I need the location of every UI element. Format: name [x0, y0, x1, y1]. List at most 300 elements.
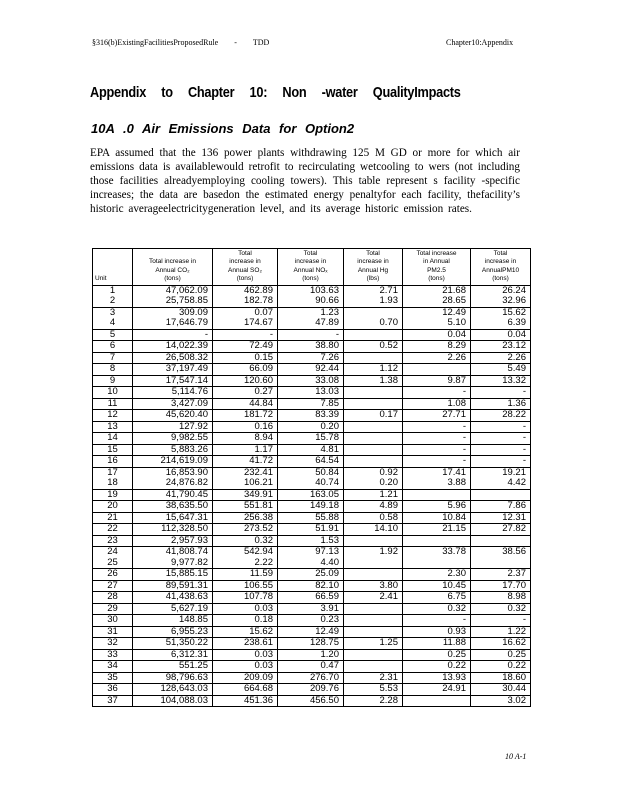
value-cell: 3,427.09 [133, 398, 213, 410]
table-row [93, 364, 531, 376]
value-cell: 1.17 [213, 444, 278, 456]
value-cell: 451.36 [213, 695, 278, 707]
value-cell: 149.18 [278, 501, 344, 513]
value-cell: 13.32 [471, 375, 531, 387]
value-cell [344, 626, 403, 638]
value-cell: 174.67 [213, 318, 278, 329]
value-cell [344, 569, 403, 581]
value-cell: 128.75 [278, 638, 344, 650]
table-row [93, 661, 531, 673]
value-cell: 89,591.31 [133, 580, 213, 592]
value-cell: 15.62 [471, 307, 531, 318]
value-cell: 0.22 [403, 661, 471, 673]
value-cell: 51.91 [278, 524, 344, 536]
value-cell: 98,796.63 [133, 672, 213, 684]
value-cell [344, 558, 403, 569]
value-cell: 0.20 [278, 421, 344, 433]
value-cell: 8.29 [403, 341, 471, 353]
table-row [93, 433, 531, 445]
table-body [93, 285, 531, 707]
value-cell: 5.10 [403, 318, 471, 329]
value-cell [344, 352, 403, 364]
value-cell: 40.74 [278, 478, 344, 489]
value-cell: 148.85 [133, 615, 213, 627]
value-cell: 2.37 [471, 569, 531, 581]
table-row [93, 615, 531, 627]
value-cell: 0.04 [403, 329, 471, 341]
value-cell: 30.44 [471, 684, 531, 696]
value-cell: 28.65 [403, 296, 471, 307]
value-cell: 41,790.45 [133, 489, 213, 501]
value-cell [403, 695, 471, 707]
value-cell: 238.61 [213, 638, 278, 650]
section-heading: 10A .0 Air Emissions Data for Option2 [91, 121, 355, 136]
unit-cell: 6 [93, 341, 133, 353]
value-cell: 14,022.39 [133, 341, 213, 353]
value-cell: 7.26 [278, 352, 344, 364]
unit-cell: 11 [93, 398, 133, 410]
value-cell: 462.89 [213, 285, 278, 296]
value-cell: 28.22 [471, 410, 531, 422]
unit-cell: 33 [93, 649, 133, 661]
value-cell: 664.68 [213, 684, 278, 696]
value-cell: 0.17 [344, 410, 403, 422]
value-cell: 0.23 [278, 615, 344, 627]
value-cell [403, 364, 471, 376]
value-cell: 18.60 [471, 672, 531, 684]
value-cell: 0.15 [213, 352, 278, 364]
value-cell: 0.16 [213, 421, 278, 433]
document-type: TDD [252, 38, 270, 47]
value-cell: 2,957.93 [133, 535, 213, 547]
unit-cell: 35 [93, 672, 133, 684]
value-cell: 0.70 [344, 318, 403, 329]
table-row [93, 684, 531, 696]
table-row [93, 456, 531, 468]
value-cell: 5,883.26 [133, 444, 213, 456]
rule-title: §316(b)ExistingFacilitiesProposedRule [92, 38, 219, 47]
value-cell: 1.22 [471, 626, 531, 638]
value-cell: - [403, 456, 471, 468]
column-header: Total increase in Annual CO₂ (tons) [133, 249, 213, 286]
unit-cell: 5 [93, 329, 133, 341]
header-separator: - [234, 38, 237, 47]
value-cell: 0.32 [471, 603, 531, 615]
table-row [93, 329, 531, 341]
unit-cell: 19 [93, 489, 133, 501]
value-cell: - [471, 433, 531, 445]
value-cell: 24,876.82 [133, 478, 213, 489]
value-cell: 0.58 [344, 512, 403, 524]
value-cell: 273.52 [213, 524, 278, 536]
value-cell: 97.13 [278, 547, 344, 558]
value-cell: 0.32 [213, 535, 278, 547]
value-cell: 551.81 [213, 501, 278, 513]
value-cell: 13.03 [278, 387, 344, 399]
value-cell: 12.49 [278, 626, 344, 638]
value-cell: 15.78 [278, 433, 344, 445]
table-row [93, 410, 531, 422]
value-cell: 0.03 [213, 603, 278, 615]
value-cell: 0.92 [344, 467, 403, 478]
column-header: Total increase in Annual PM2.5 (tons) [403, 249, 471, 286]
value-cell: 9,977.82 [133, 558, 213, 569]
table-row [93, 387, 531, 399]
value-cell: 27.82 [471, 524, 531, 536]
value-cell: 4.89 [344, 501, 403, 513]
value-cell: 0.93 [403, 626, 471, 638]
column-header: Total increase in AnnualPM10 (tons) [471, 249, 531, 286]
value-cell: 66.59 [278, 592, 344, 604]
value-cell: 47,062.09 [133, 285, 213, 296]
value-cell: 21.68 [403, 285, 471, 296]
table-row [93, 695, 531, 707]
table-row [93, 649, 531, 661]
value-cell: 14.10 [344, 524, 403, 536]
value-cell: 2.28 [344, 695, 403, 707]
value-cell: 5,627.19 [133, 603, 213, 615]
value-cell: - [471, 615, 531, 627]
value-cell: 21.15 [403, 524, 471, 536]
column-header: Unit [93, 249, 133, 286]
value-cell: - [471, 421, 531, 433]
value-cell: - [403, 615, 471, 627]
value-cell: 128,643.03 [133, 684, 213, 696]
value-cell: 256.38 [213, 512, 278, 524]
value-cell: 0.32 [403, 603, 471, 615]
value-cell: 8.98 [471, 592, 531, 604]
value-cell: 0.22 [471, 661, 531, 673]
value-cell: 11.88 [403, 638, 471, 650]
value-cell [344, 649, 403, 661]
value-cell: - [403, 421, 471, 433]
value-cell: 24.91 [403, 684, 471, 696]
value-cell: 23.12 [471, 341, 531, 353]
unit-cell: 10 [93, 387, 133, 399]
value-cell: - [471, 387, 531, 399]
table-row [93, 341, 531, 353]
value-cell: 120.60 [213, 375, 278, 387]
value-cell: 6.75 [403, 592, 471, 604]
value-cell [471, 558, 531, 569]
unit-cell: 2 [93, 296, 133, 307]
value-cell [403, 558, 471, 569]
unit-cell: 30 [93, 615, 133, 627]
table-row [93, 638, 531, 650]
value-cell: 15,647.31 [133, 512, 213, 524]
value-cell [344, 661, 403, 673]
value-cell: 3.91 [278, 603, 344, 615]
value-cell: 41,438.63 [133, 592, 213, 604]
table-row [93, 603, 531, 615]
value-cell: 6.39 [471, 318, 531, 329]
value-cell: 3.88 [403, 478, 471, 489]
value-cell: 9.87 [403, 375, 471, 387]
value-cell: 10.45 [403, 580, 471, 592]
value-cell: 7.85 [278, 398, 344, 410]
unit-cell: 12 [93, 410, 133, 422]
table-row [93, 512, 531, 524]
table-row [93, 580, 531, 592]
unit-cell: 21 [93, 512, 133, 524]
value-cell: 16,853.90 [133, 467, 213, 478]
table-header-row [93, 249, 531, 286]
value-cell: 15.62 [213, 626, 278, 638]
value-cell [471, 489, 531, 501]
value-cell: 181.72 [213, 410, 278, 422]
value-cell: 163.05 [278, 489, 344, 501]
unit-cell: 17 [93, 467, 133, 478]
table-row [93, 524, 531, 536]
unit-cell: 26 [93, 569, 133, 581]
value-cell: - [471, 444, 531, 456]
value-cell [344, 398, 403, 410]
value-cell: 1.38 [344, 375, 403, 387]
value-cell: 209.09 [213, 672, 278, 684]
value-cell: 9,982.55 [133, 433, 213, 445]
value-cell [344, 615, 403, 627]
value-cell: 41,808.74 [133, 547, 213, 558]
table-row [93, 535, 531, 547]
unit-cell: 13 [93, 421, 133, 433]
unit-cell: 34 [93, 661, 133, 673]
value-cell [344, 329, 403, 341]
value-cell: 1.25 [344, 638, 403, 650]
value-cell: 5.53 [344, 684, 403, 696]
value-cell: 12.31 [471, 512, 531, 524]
value-cell: 104,088.03 [133, 695, 213, 707]
value-cell: 103.63 [278, 285, 344, 296]
table-row [93, 558, 531, 569]
value-cell: 232.41 [213, 467, 278, 478]
value-cell [471, 535, 531, 547]
page-number: 10 A-1 [505, 752, 527, 761]
table-row [93, 318, 531, 329]
value-cell: 13.93 [403, 672, 471, 684]
value-cell [344, 456, 403, 468]
table-row [93, 489, 531, 501]
unit-cell: 9 [93, 375, 133, 387]
value-cell: 3.80 [344, 580, 403, 592]
value-cell: 2.26 [403, 352, 471, 364]
value-cell: 19.21 [471, 467, 531, 478]
value-cell: 4.81 [278, 444, 344, 456]
value-cell: 0.20 [344, 478, 403, 489]
value-cell: 1.08 [403, 398, 471, 410]
value-cell: 309.09 [133, 307, 213, 318]
value-cell: 1.92 [344, 547, 403, 558]
value-cell [344, 535, 403, 547]
value-cell: 349.91 [213, 489, 278, 501]
value-cell [344, 421, 403, 433]
value-cell: 2.26 [471, 352, 531, 364]
value-cell: 17.70 [471, 580, 531, 592]
unit-cell: 31 [93, 626, 133, 638]
value-cell: - [471, 456, 531, 468]
value-cell: 16.62 [471, 638, 531, 650]
table-row [93, 444, 531, 456]
value-cell: 6,955.23 [133, 626, 213, 638]
unit-cell: 20 [93, 501, 133, 513]
value-cell: 45,620.40 [133, 410, 213, 422]
value-cell: 1.36 [471, 398, 531, 410]
value-cell: 5,114.76 [133, 387, 213, 399]
unit-cell: 8 [93, 364, 133, 376]
value-cell: 2.22 [213, 558, 278, 569]
value-cell: 15,885.15 [133, 569, 213, 581]
value-cell: 2.41 [344, 592, 403, 604]
unit-cell: 25 [93, 558, 133, 569]
value-cell: 55.88 [278, 512, 344, 524]
value-cell: 2.31 [344, 672, 403, 684]
value-cell: 82.10 [278, 580, 344, 592]
value-cell: 17.41 [403, 467, 471, 478]
value-cell: 1.21 [344, 489, 403, 501]
value-cell: 551.25 [133, 661, 213, 673]
value-cell: 25.09 [278, 569, 344, 581]
value-cell: 542.94 [213, 547, 278, 558]
value-cell: 90.66 [278, 296, 344, 307]
value-cell: 456.50 [278, 695, 344, 707]
value-cell: 1.23 [278, 307, 344, 318]
table-row [93, 547, 531, 558]
table-row [93, 501, 531, 513]
table-row [93, 478, 531, 489]
unit-cell: 1 [93, 285, 133, 296]
value-cell: 2.30 [403, 569, 471, 581]
value-cell: 0.03 [213, 661, 278, 673]
value-cell: - [403, 433, 471, 445]
value-cell: 10.84 [403, 512, 471, 524]
unit-cell: 37 [93, 695, 133, 707]
table-row [93, 592, 531, 604]
value-cell: 107.78 [213, 592, 278, 604]
value-cell: 5.49 [471, 364, 531, 376]
value-cell: 0.04 [471, 329, 531, 341]
value-cell: 47.89 [278, 318, 344, 329]
value-cell: 44.84 [213, 398, 278, 410]
value-cell: 0.52 [344, 341, 403, 353]
value-cell: 33.08 [278, 375, 344, 387]
unit-cell: 23 [93, 535, 133, 547]
table-row [93, 672, 531, 684]
value-cell: 37,197.49 [133, 364, 213, 376]
value-cell: - [278, 329, 344, 341]
unit-cell: 32 [93, 638, 133, 650]
value-cell: 7.86 [471, 501, 531, 513]
value-cell: 72.49 [213, 341, 278, 353]
table-row [93, 352, 531, 364]
column-header: Total increase in Annual SO₂ (tons) [213, 249, 278, 286]
value-cell: 0.25 [403, 649, 471, 661]
value-cell: 17,646.79 [133, 318, 213, 329]
value-cell: 182.78 [213, 296, 278, 307]
value-cell [403, 489, 471, 501]
value-cell: 1.53 [278, 535, 344, 547]
value-cell: 27.71 [403, 410, 471, 422]
value-cell: 33.78 [403, 547, 471, 558]
value-cell: 4.42 [471, 478, 531, 489]
value-cell: - [133, 329, 213, 341]
unit-cell: 14 [93, 433, 133, 445]
value-cell: 25,758.85 [133, 296, 213, 307]
value-cell: 8.94 [213, 433, 278, 445]
value-cell: 64.54 [278, 456, 344, 468]
page-title: Appendix to Chapter 10: Non -water QualityImpacts [90, 84, 461, 101]
value-cell: 12.49 [403, 307, 471, 318]
value-cell: 11.59 [213, 569, 278, 581]
value-cell: - [213, 329, 278, 341]
unit-cell: 15 [93, 444, 133, 456]
value-cell: 0.03 [213, 649, 278, 661]
running-header-right: Chapter10:Appendix [446, 38, 514, 47]
value-cell: 0.18 [213, 615, 278, 627]
value-cell: 276.70 [278, 672, 344, 684]
unit-cell: 22 [93, 524, 133, 536]
value-cell [344, 433, 403, 445]
table-row [93, 398, 531, 410]
value-cell: 41.72 [213, 456, 278, 468]
value-cell: 209.76 [278, 684, 344, 696]
value-cell: 38.56 [471, 547, 531, 558]
value-cell: 0.07 [213, 307, 278, 318]
value-cell: 66.09 [213, 364, 278, 376]
table-row [93, 421, 531, 433]
value-cell: 1.93 [344, 296, 403, 307]
emissions-table [92, 248, 531, 707]
value-cell: 26,508.32 [133, 352, 213, 364]
value-cell: 51,350.22 [133, 638, 213, 650]
value-cell [344, 387, 403, 399]
value-cell: 1.20 [278, 649, 344, 661]
unit-cell: 4 [93, 318, 133, 329]
unit-cell: 29 [93, 603, 133, 615]
unit-cell: 7 [93, 352, 133, 364]
value-cell: 50.84 [278, 467, 344, 478]
value-cell: - [403, 444, 471, 456]
value-cell [344, 444, 403, 456]
unit-cell: 18 [93, 478, 133, 489]
unit-cell: 36 [93, 684, 133, 696]
value-cell: 38.80 [278, 341, 344, 353]
table-row [93, 296, 531, 307]
value-cell: 214,619.09 [133, 456, 213, 468]
value-cell: 38,635.50 [133, 501, 213, 513]
value-cell: 112,328.50 [133, 524, 213, 536]
unit-cell: 28 [93, 592, 133, 604]
unit-cell: 16 [93, 456, 133, 468]
column-header: Total increase in Annual NOₓ (tons) [278, 249, 344, 286]
value-cell: 106.55 [213, 580, 278, 592]
value-cell [344, 603, 403, 615]
running-header-left [92, 38, 285, 47]
column-header: Total increase in Annual Hg (lbs) [344, 249, 403, 286]
value-cell: 2.71 [344, 285, 403, 296]
table-row [93, 626, 531, 638]
value-cell: 127.92 [133, 421, 213, 433]
value-cell: 26.24 [471, 285, 531, 296]
value-cell: 6,312.31 [133, 649, 213, 661]
value-cell: 92.44 [278, 364, 344, 376]
value-cell: 106.21 [213, 478, 278, 489]
unit-cell: 3 [93, 307, 133, 318]
unit-cell: 24 [93, 547, 133, 558]
value-cell: 1.12 [344, 364, 403, 376]
value-cell: 83.39 [278, 410, 344, 422]
unit-cell: 27 [93, 580, 133, 592]
value-cell [403, 535, 471, 547]
table-row [93, 569, 531, 581]
